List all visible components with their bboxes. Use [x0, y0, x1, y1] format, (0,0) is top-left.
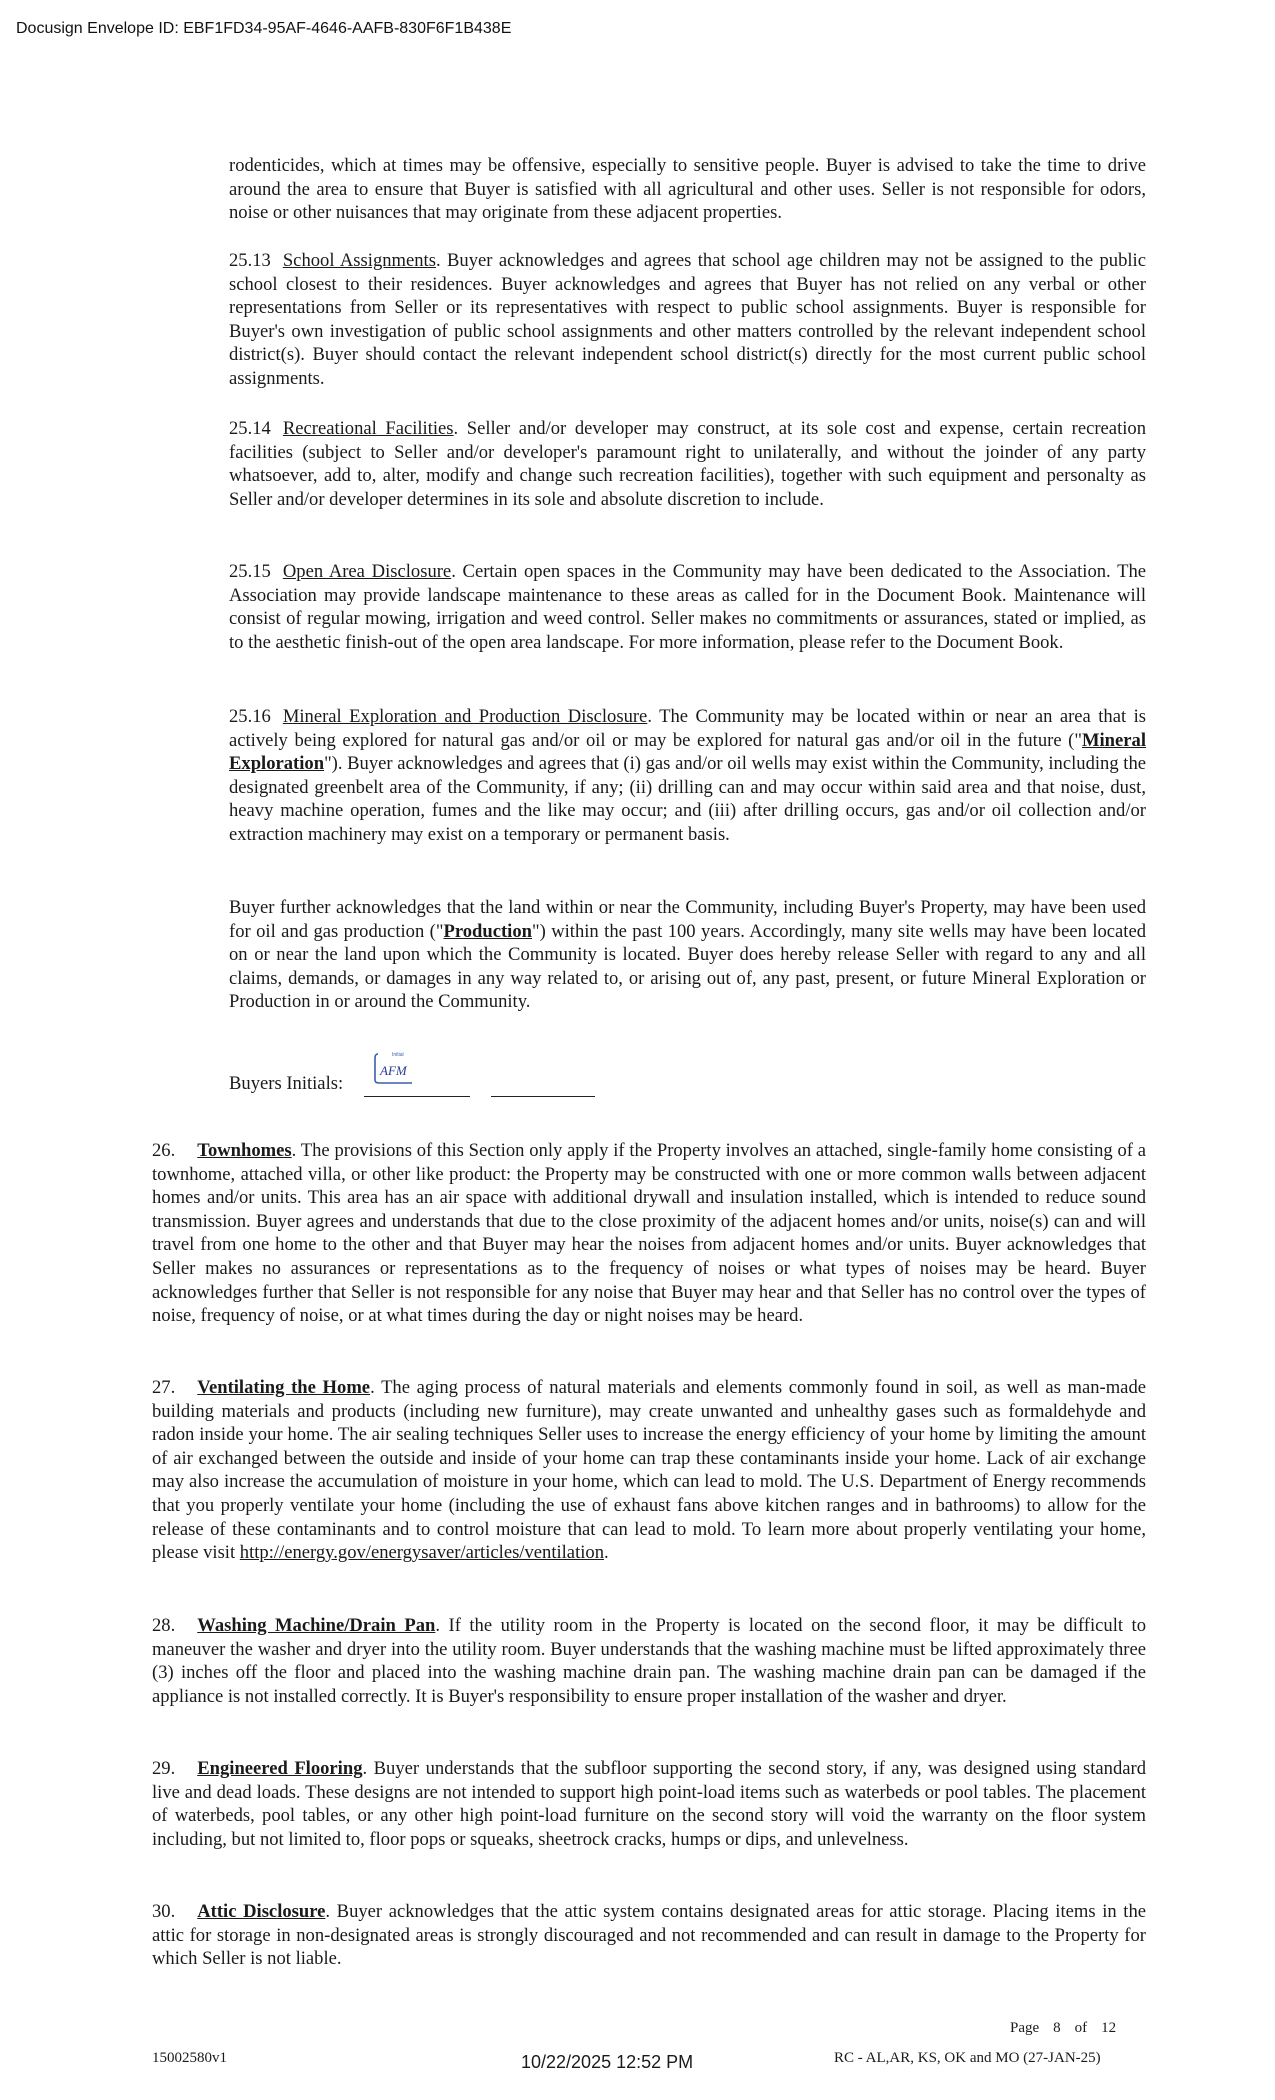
section-body: . Buyer understands that the subfloor supporting the second story, if any, was designed using standard live and dead loads. These designs are not intended to support high point-load items such as waterbeds or pool tables. The placement of waterbeds, pool tables, or any other high point-load furniture on the second story will void the warranty on the floor system including, but not limited to, floor pops or squeaks, sheetrock cracks, humps or dips, and unlevelness. — [152, 1758, 1146, 1850]
of-label: of — [1074, 2020, 1088, 2036]
section-body-b: ") within the past 100 years. Accordingly, many site wells may have been located on or near the land upon which the Community is located. Buyer does hereby release Seller with regard to any and all claims, demands, or damages in any way related to, or arising out of, any past, present, or future Mineral Exploration or Production in or around the Community. — [229, 920, 1147, 1013]
stamp-caption: Initial — [392, 1052, 404, 1058]
section-body: . Buyer acknowledges and agrees that school age children may not be assigned to the public school closest to their residences. Buyer acknowledges and agrees that Buyer has not relied on any verbal or other representations from Seller or its representatives with respect to public school assignments. Buyer is responsible for Buyer's own investigation of public school assignments and other matters controlled by the relevant independent school district(s). Buyer should contact the relevant independent school district(s) directly for the most current public school assignments. — [229, 250, 1146, 389]
section-25-16 — [229, 705, 1146, 847]
section-27 — [152, 1376, 1146, 1565]
page-indicator — [1010, 2020, 1130, 2037]
initials-line-1 — [364, 1096, 470, 1097]
section-title: Attic Disclosure — [197, 1901, 326, 1922]
section-tail: . — [604, 1542, 609, 1564]
page-total: 12 — [1101, 2020, 1117, 2036]
section-number: 25.16 — [229, 706, 271, 727]
section-28 — [152, 1614, 1146, 1708]
form-reference: RC - AL,AR, KS, OK and MO (27-JAN-25) — [834, 2050, 1101, 2066]
section-title: Recreational Facilities — [282, 418, 454, 439]
section-26 — [152, 1139, 1146, 1328]
section-25-16-continued — [229, 896, 1146, 1014]
section-30 — [152, 1900, 1146, 1971]
section-25-14 — [229, 417, 1146, 511]
intro-paragraph: rodenticides, which at times may be offensive, especially to sensitive people. Buyer is advised to take the time to drive around the area to ensure that Buyer is satisfied with all agricultural and other uses. Seller is not responsible for odors, noise or other nuisances that may originate from these adjacent properties. — [229, 155, 1146, 224]
envelope-id: Docusign Envelope ID: EBF1FD34-95AF-4646-AAFB-830F6F1B438E — [16, 20, 512, 37]
section-title: Ventilating the Home — [197, 1377, 371, 1398]
section-body: . Seller and/or developer may construct, at its sole cost and expense, certain recreation facilities (subject to Seller and/or developer's paramount right to unilaterally, and without the joinder of any party whatsoever, add to, alter, modify and change such recreation facilities), together with such equipment and personalty as Seller and/or developer determines in its sole and absolute discretion to include. — [229, 418, 1146, 510]
section-body: . Buyer acknowledges that the attic system contains designated areas for attic storage. Placing items in the attic for storage in non-designated areas is strongly discouraged and not recommended and can result in damage to the Property for which Seller is not liable. — [152, 1901, 1147, 1970]
initials-signature-stamp[interactable] — [372, 1050, 418, 1086]
section-number: 30. — [152, 1901, 176, 1922]
section-body: . If the utility room in the Property is located on the second floor, it may be difficult to maneuver the washer and dryer into the utility room. Buyer understands that the washing machine must be lifted approximately three (3) inches off the floor and placed into the washing machine drain pan. The washing machine drain pan can be damaged if the appliance is not installed correctly. It is Buyer's responsibility to ensure proper installation of the washer and dryer. — [152, 1615, 1147, 1707]
section-number: 27. — [152, 1377, 176, 1398]
section-body-a: . The Community may be located within or near an area that is actively being explored for natural gas and/or oil or may be explored for natural gas and/or oil in the future (" — [229, 706, 1146, 751]
section-body: . The aging process of natural materials and elements commonly found in soil, as well as man-made building materials and products (including new furniture), may create unwanted and unhealthy gases such as formaldehyde and radon inside your home. The air sealing techniques Seller uses to increase the energy efficiency of your home by limiting the amount of air exchanged between the outside and inside of your home can trap these contaminants inside your home. Lack of air exchange may also increase the accumulation of moisture in your home, which can lead to mold. The U.S. Department of Energy recommends that you properly ventilate your home (including the use of exhaust fans above kitchen ranges and in bathrooms) to allow for the release of these contaminants and to control moisture that can lead to mold. To learn more about properly ventilating your home, please visit — [152, 1377, 1146, 1564]
section-body-a: Buyer further acknowledges that the land within or near the Community, including Buyer's Property, may have been used for oil and gas production (" — [229, 897, 1146, 942]
section-title: Washing Machine/Drain Pan — [197, 1615, 436, 1636]
section-title: Townhomes — [197, 1140, 292, 1161]
section-number: 25.15 — [229, 561, 271, 582]
page-number: 8 — [1053, 2020, 1061, 2036]
section-title: School Assignments — [282, 250, 436, 271]
buyers-initials-label: Buyers Initials: — [229, 1073, 344, 1094]
document-id: 15002580v1 — [152, 2050, 227, 2066]
section-number: 29. — [152, 1758, 176, 1779]
section-25-13 — [229, 249, 1146, 391]
section-number: 25.13 — [229, 250, 271, 271]
defined-term: Mineral Exploration — [229, 729, 1146, 775]
section-number: 28. — [152, 1615, 176, 1636]
section-25-15 — [229, 560, 1146, 654]
section-number: 25.14 — [229, 418, 271, 439]
section-body: . The provisions of this Section only apply if the Property involves an attached, single-family home consisting of a townhome, attached villa, or other like product: the Property may be constructed with one or more common walls between adjacent homes and/or units. This area has an air space with additional drywall and insulation installed, which is intended to reduce sound transmission. Buyer agrees and understands that due to the close proximity of the adjacent homes and/or units, noise(s) can and will travel from one home to the other and that Buyer may hear the noises from adjacent homes and/or units. Buyer acknowledges that Seller makes no assurances or representations as to the frequency of noises or what types of noises may be heard. Buyer acknowledges further that Seller is not responsible for any noise that Buyer may hear and that Seller has no control over the types of noise, frequency of noise, or at what times during the day or night noises may be heard. — [152, 1140, 1146, 1327]
defined-term: Production — [443, 920, 532, 942]
section-body: . Certain open spaces in the Community may have been dedicated to the Association. The Association may provide landscape maintenance to these areas as called for in the Document Book. Maintenance will consist of regular mowing, irrigation and weed control. Seller makes no commitments or assurances, stated or implied, as to the aesthetic finish-out of the open area landscape. For more information, please refer to the Document Book. — [229, 561, 1146, 653]
timestamp: 10/22/2025 12:52 PM — [521, 2052, 694, 2072]
ventilation-link[interactable]: http://energy.gov/energysaver/articles/ventilation — [239, 1542, 604, 1564]
section-29 — [152, 1757, 1146, 1851]
section-title: Open Area Disclosure — [282, 561, 452, 582]
stamp-initials: AFM — [380, 1063, 407, 1078]
section-number: 26. — [152, 1140, 176, 1161]
section-title: Engineered Flooring — [197, 1758, 363, 1779]
section-title: Mineral Exploration and Production Disclosure — [282, 706, 648, 727]
initials-line-2 — [491, 1096, 595, 1097]
section-body-b: "). Buyer acknowledges and agrees that (i) gas and/or oil wells may exist within the Community, including the designated greenbelt area of the Community, if any; (ii) drilling can and may occur within said area and that noise, dust, heavy machine operation, fumes and the like may occur; and (iii) after drilling occurs, gas and/or oil collection and/or extraction machinery may exist on a temporary or permanent basis. — [229, 753, 1146, 845]
page-label: Page — [1010, 2020, 1040, 2036]
